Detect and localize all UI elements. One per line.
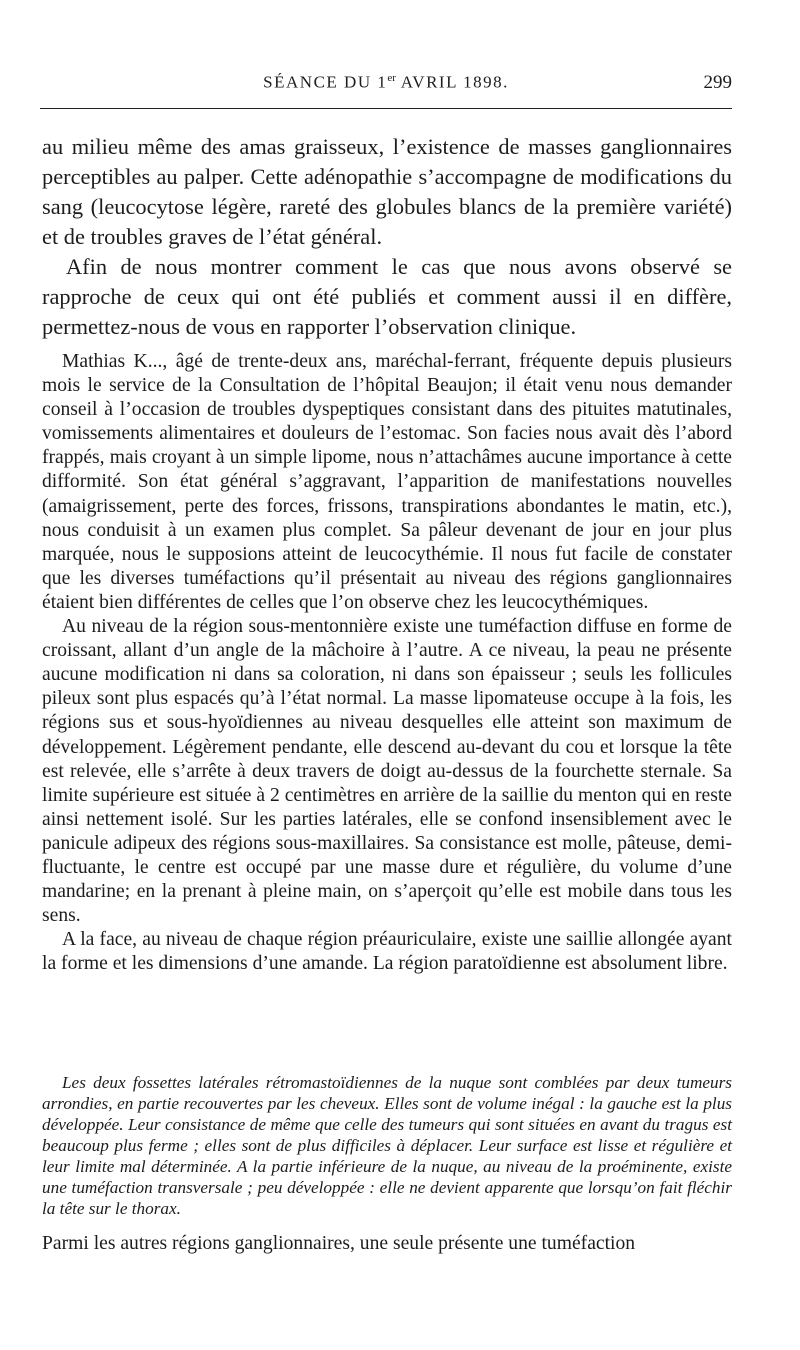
running-head-superscript: er: [387, 72, 396, 84]
small-print-paragraph: Les deux fossettes latérales rétromastoïdiennes de la nuque sont comblées par deux tumeurs arrondies, en partie recouvertes par les cheveux. Elles sont de volume inégal : la gauche est la plus développée. Leur consistance de même que celle des tumeurs qui sont situées en avant du tragus est beaucoup plus ferme ; elles sont de plus difficiles à déplacer. Leur surface est lisse et régulière et leur limite mal déterminée. A la partie inférieure de la nuque, au niveau de la proéminente, existe une tuméfaction transversale ; peu développée : elle ne devient apparente que lorsqu’on fait fléchir la tête sur le thorax.: [42, 1073, 732, 1218]
header-rule: [40, 108, 732, 109]
observation-paragraph-2: Au niveau de la région sous-mentonnière existe une tuméfaction diffuse en forme de croissant, allant d’un angle de la mâchoire à l’autre. A ce niveau, la peau ne présente aucune modification ni dans sa coloration, ni dans son épaisseur ; seuls les follicules pileux sont plus espacés qu’à l’état normal. La masse lipomateuse occupe à la fois, les régions sus et sous-hyoïdiennes au niveau desquelles elle atteint son maximum de développement. Légèrement pendante, elle descend au-devant du cou et lorsque la tête est relevée, elle s’arrête à deux travers de doigt au-dessus de la fourchette sternale. Sa limite supérieure est située à 2 centimètres en arrière de la saillie du menton qui en reste ainsi nettement isolé. Sur les parties latérales, elle se confond insensiblement avec le panicule adipeux des régions sous-maxillaires. Sa consistance est molle, pâteuse, demi-fluctuante, le centre est occupé par une masse dure et régulière, du volume d’une mandarine; en la prenant à pleine main, on s’aperçoit qu’elle est mobile dans tous les sens.: [42, 616, 732, 927]
observation-paragraph-1: Mathias K..., âgé de trente-deux ans, maréchal-ferrant, fréquente depuis plusieurs mois le service de la Consultation de l’hôpital Beaujon; il était venu nous demander conseil à l’occasion de troubles dyspeptiques consistant dans des pituites matutinales, vomissements alimentaires et douleurs de l’estomac. Son facies nous avait dès l’abord frappés, mais croyant à un simple lipome, nous n’attachâmes aucune importance à cette difformité. Son état général s’aggravant, l’apparition de manifestations nouvelles (amaigrissement, perte des forces, frissons, transpirations abondantes le matin, etc.), nous conduisit à un examen plus complet. Sa pâleur devenant de jour en jour plus marquée, nous le supposions atteint de leucocythémie. Il nous fut facile de constater que les diverses tuméfactions qu’il présentait au niveau des régions ganglionnaires étaient bien différentes de celles que l’on observe chez les leucocythémiques.: [42, 351, 732, 613]
final-section: [42, 1232, 732, 1256]
observation-section: [42, 350, 732, 976]
running-head-after: AVRIL 1898.: [395, 72, 509, 92]
page-number: 299: [703, 72, 732, 93]
page-header: [40, 72, 732, 102]
small-print-section: [42, 1072, 732, 1219]
intro-paragraph-1: au milieu même des amas graisseux, l’existence de masses ganglionnaires perceptibles au palper. Cette adénopathie s’accompagne de modifications du sang (leucocytose légère, rareté des globules blancs de la première variété) et de troubles graves de l’état général.: [42, 134, 732, 249]
running-head: [40, 72, 732, 93]
intro-section: [42, 132, 732, 342]
running-head-before: SÉANCE DU 1: [263, 72, 388, 92]
observation-paragraph-3: A la face, au niveau de chaque région préauriculaire, existe une saillie allongée ayant la forme et les dimensions d’une amande. La région paratoïdienne est absolument libre.: [42, 929, 732, 975]
intro-paragraph-2: Afin de nous montrer comment le cas que nous avons observé se rapproche de ceux qui ont été publiés et comment aussi il en diffère, permettez-nous de vous en rapporter l’observation clinique.: [42, 254, 732, 339]
final-paragraph: Parmi les autres régions ganglionnaires, une seule présente une tuméfaction: [42, 1233, 636, 1254]
